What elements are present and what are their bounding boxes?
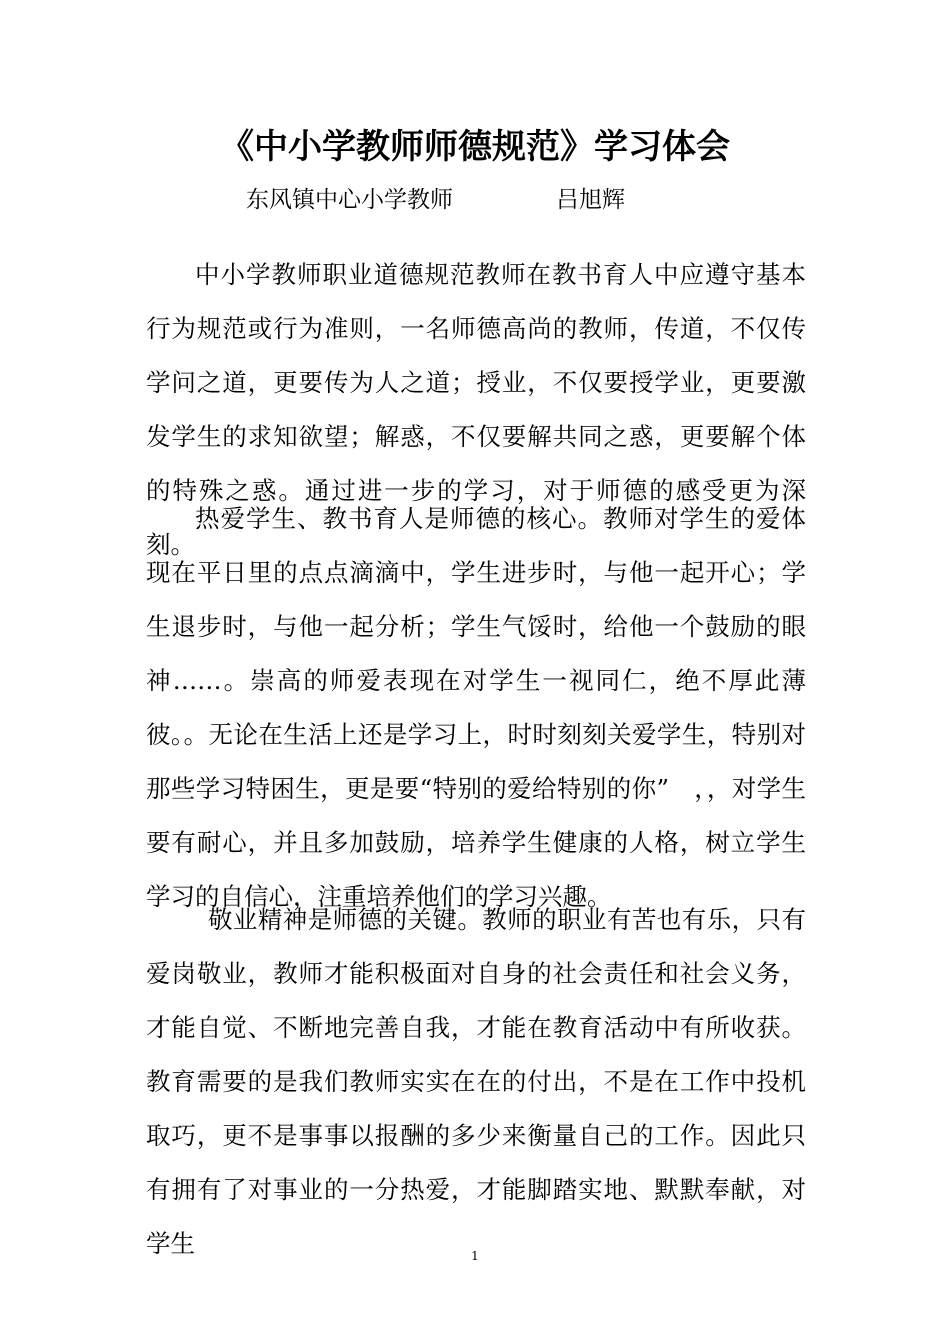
- paragraph-love-students: 热爱学生、教书育人是师德的核心。教师对学生的爱体现在平日里的点点滴滴中，学生进步时，与他一起开心；学生退步时，与他一起分析；学生气馁时，给他一个鼓励的眼神……。崇高的师爱表现在对学生一视同仁，绝不厚此薄彼。。无论在生活上还是学习上，时时刻刻关爱学生，特别对那些学习特困生，更是要“特别的爱给特别的你” ，，对学生要有耐心，并且多加鼓励，培养学生健康的人格，树立学生学习的自信心，注重培养他们的学习兴趣。: [146, 503, 806, 911]
- author-affiliation: 东风镇中心小学教师: [246, 187, 453, 213]
- author-name: 吕旭辉: [556, 187, 625, 213]
- page-title: 《中小学教师师德规范》学习体会: [220, 127, 730, 167]
- paragraph-dedication: 敬业精神是师德的关键。教师的职业有苦也有乐，只有爱岗敬业，教师才能积极面对自身的社会责任和社会义务，才能自觉、不断地完善自我，才能在教育活动中有所收获。教育需要的是我们教师实实在在的付出，不是在工作中投机取巧，更不是事事以报酬的多少来衡量自己的工作。因此只有拥有了对事业的一分热爱，才能脚踏实地、默默奉献，对学生: [146, 904, 806, 1258]
- paragraph-intro: 中小学教师职业道德规范教师在教书育人中应遵守基本行为规范或行为准则，一名师德高尚的教师，传道，不仅传学问之道，更要传为人之道；授业，不仅要授学业，更要激发学生的求知欲望；解惑，不仅要解共同之惑，更要解个体的特殊之惑。通过进一步的学习，对于师德的感受更为深刻。: [146, 259, 806, 559]
- page-number: 1: [471, 1249, 479, 1263]
